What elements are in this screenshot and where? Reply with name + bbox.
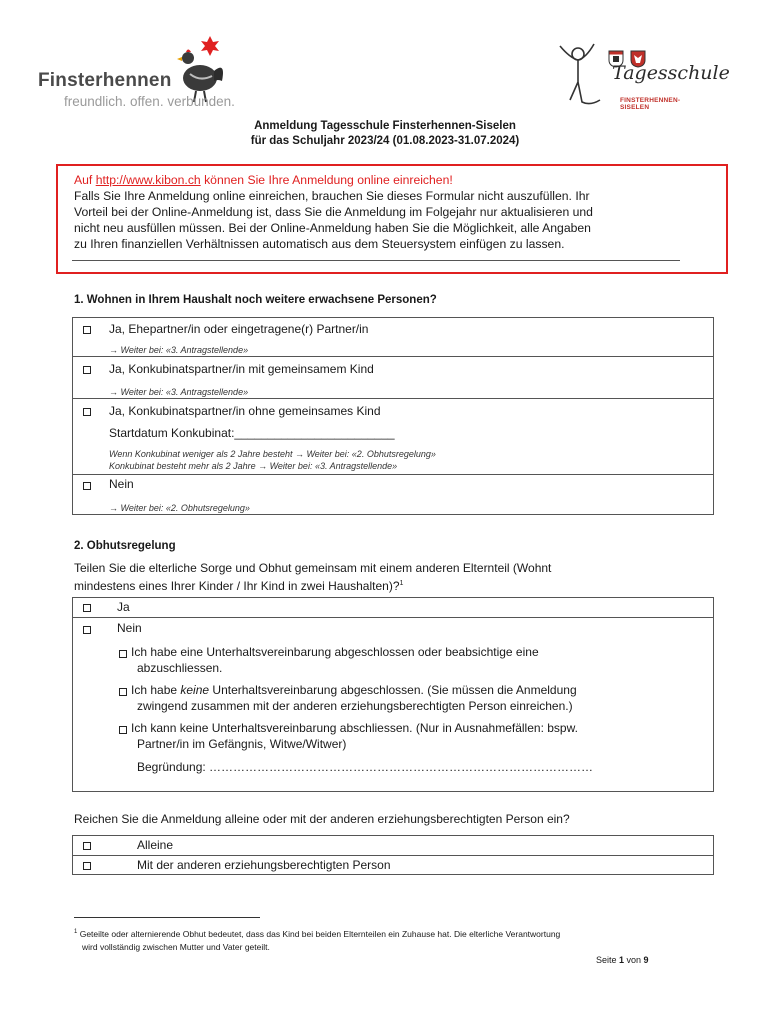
section2-question-line: Teilen Sie die elterliche Sorge und Obhut gemeinsam mit einem anderen Elternteil (Wohnt xyxy=(74,561,552,575)
checkbox-nein[interactable] xyxy=(83,482,91,490)
checkbox-ja[interactable] xyxy=(83,604,91,612)
checkbox-mit-anderer-person[interactable] xyxy=(83,862,91,870)
option-note: Wenn Konkubinat weniger als 2 Jahre besteht → Weiter bei: «2. Obhutsregelung» xyxy=(109,449,436,459)
section1-heading: 1. Wohnen in Ihrem Haushalt noch weitere erwachsene Personen? xyxy=(74,294,437,306)
tagesschule-logo xyxy=(556,40,730,112)
page-subtitle: für das Schuljahr 2023/24 (01.08.2023-31.07.2024) xyxy=(250,135,520,147)
option-label: Partner/in im Gefängnis, Witwe/Witwer) xyxy=(137,737,347,751)
checkbox-konkubinat-ohne-kind[interactable] xyxy=(83,408,91,416)
divider xyxy=(73,855,713,856)
reason-field[interactable]: Begründung: …………………………………………………………………………………… xyxy=(137,760,594,774)
divider xyxy=(73,356,713,357)
checkbox-unterhalt-abgeschlossen[interactable] xyxy=(119,650,127,658)
option-label: zwingend zusammen mit der anderen erziehungsberechtigten Person einreichen.) xyxy=(137,699,573,713)
notice-text-line: nicht neu ausfüllen müssen. Bei der Online-Anmeldung haben Sie die Möglichkeit, alle Angaben xyxy=(74,221,591,235)
option-note: Konkubinat besteht mehr als 2 Jahre → Weiter bei: «3. Antragstellende» xyxy=(109,461,398,471)
divider xyxy=(73,398,713,399)
tagesschule-wordmark: Tagesschule xyxy=(612,62,730,84)
checkbox-alleine[interactable] xyxy=(83,842,91,850)
option-label: Ich habe keine Unterhaltsvereinbarung abgeschlossen. (Sie müssen die Anmeldung xyxy=(131,683,577,697)
option-note: → Weiter bei: «3. Antragstellende» xyxy=(109,345,249,355)
online-notice-box xyxy=(56,164,728,274)
option-label: Nein xyxy=(117,621,142,635)
option-note: → Weiter bei: «2. Obhutsregelung» xyxy=(109,503,250,513)
option-label: Ja, Ehepartner/in oder eingetragene(r) Partner/in xyxy=(109,322,369,336)
checkbox-unterhalt-keine[interactable] xyxy=(119,688,127,696)
option-label: Ja xyxy=(117,600,130,614)
section2-question-line: mindestens eines Ihrer Kinder / Ihr Kind in zwei Haushalten)?$^1$ xyxy=(74,579,404,593)
option-label: Ich kann keine Unterhaltsvereinbarung abschliessen. (Nur in Ausnahmefällen: bspw. xyxy=(131,721,578,735)
section2-table xyxy=(72,597,714,792)
option-label: Alleine xyxy=(137,838,174,852)
org-name: Finsterhennen xyxy=(38,70,172,91)
option-note: → Weiter bei: «3. Antragstellende» xyxy=(109,387,249,397)
option-label: Mit der anderen erziehungsberechtigten Person xyxy=(137,858,391,872)
online-notice-headline: Auf http://www.kibon.ch können Sie Ihre Anmeldung online einreichen! xyxy=(74,173,453,187)
checkbox-ehepartner[interactable] xyxy=(83,326,91,334)
org-tagline: freundlich. offen. verbunden. xyxy=(64,94,235,109)
footnote-line: wird vollständig zwischen Mutter und Vater geteilt. xyxy=(82,942,270,952)
section3-table xyxy=(72,835,714,875)
page-number: Seite 1 von 9 xyxy=(596,955,649,965)
divider xyxy=(73,474,713,475)
notice-text-line: zu Ihren finanziellen Verhältnissen automatisch aus dem Steuersystem einfügen zu lassen. xyxy=(74,237,565,251)
notice-text-line: Vorteil bei der Online-Anmeldung ist, dass Sie die Anmeldung im Folgejahr nur aktualisieren und xyxy=(74,205,593,219)
section2-heading: 2. Obhutsregelung xyxy=(74,540,176,552)
divider xyxy=(73,617,713,618)
tagesschule-subtitle: FINSTERHENNEN-SISELEN xyxy=(620,97,681,111)
notice-text-line: Falls Sie Ihre Anmeldung online einreichen, brauchen Sie dieses Formular nicht auszufüllen. Ihr xyxy=(74,189,590,203)
divider xyxy=(72,260,680,261)
checkbox-konkubinat-mit-kind[interactable] xyxy=(83,366,91,374)
footnote-ref: 1 xyxy=(399,580,404,587)
checkbox-nein[interactable] xyxy=(83,626,91,634)
option-label: Ich habe eine Unterhaltsvereinbarung abgeschlossen oder beabsichtige eine xyxy=(131,645,539,659)
section3-question: Reichen Sie die Anmeldung alleine oder mit der anderen erziehungsberechtigten Person ein? xyxy=(74,812,570,826)
option-label: Nein xyxy=(109,477,134,491)
footnote-divider xyxy=(74,917,260,918)
finsterhennen-logo xyxy=(38,36,278,114)
option-label: Ja, Konkubinatspartner/in ohne gemeinsames Kind xyxy=(109,404,381,418)
kibon-link[interactable]: http://www.kibon.ch xyxy=(95,173,201,187)
checkbox-unterhalt-nicht-moeglich[interactable] xyxy=(119,726,127,734)
page-title: Anmeldung Tagesschule Finsterhennen-Siselen xyxy=(254,120,516,132)
option-label: Ja, Konkubinatspartner/in mit gemeinsamem Kind xyxy=(109,362,374,376)
option-label: abzuschliessen. xyxy=(137,661,223,675)
section1-table xyxy=(72,317,714,515)
stick-figure-icon xyxy=(556,40,616,110)
start-date-field[interactable]: Startdatum Konkubinat:________________________ xyxy=(109,426,395,440)
footnote-line: $^1$ Geteilte oder alternierende Obhut bedeutet, dass das Kind bei beiden Elternteilen ein Zuhause hat. Die elterliche Verantwortung xyxy=(74,929,561,939)
